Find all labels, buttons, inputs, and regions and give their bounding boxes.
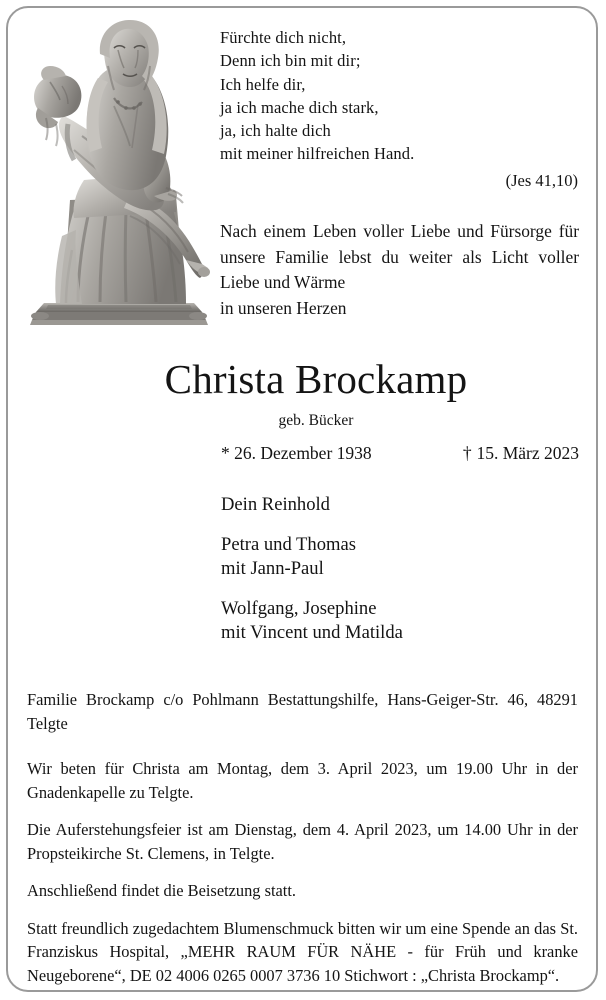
survivor-line: Wolfgang, Josephine — [221, 597, 377, 619]
survivor-group — [221, 597, 581, 646]
bible-verse — [220, 26, 580, 166]
survivor-line: Petra und Thomas — [221, 533, 356, 555]
notice-details — [27, 688, 578, 987]
pieta-statue-image — [26, 20, 212, 332]
death-symbol-cross-icon: † — [462, 443, 473, 463]
contact-address: Familie Brockamp c/o Pohlmann Bestattungshilfe, Hans-Geiger-Str. 46, 48291 Telgte — [27, 690, 578, 733]
verse-citation: (Jes 41,10) — [505, 171, 578, 190]
survivor-group — [221, 493, 581, 518]
burial-info: Anschließend findet die Beisetzung statt. — [27, 881, 297, 900]
survivor-line: Dein Reinhold — [221, 494, 330, 515]
deceased-maiden-name: geb. Bücker — [278, 412, 354, 429]
prayer-service-info: Wir beten für Christa am Montag, dem 3. April 2023, um 19.00 Uhr in der Gnadenkapelle zu Telgte. — [27, 759, 578, 802]
birth-date — [221, 443, 372, 464]
verse-line: Ich helfe dir, — [220, 74, 306, 94]
verse-line: Fürchte dich nicht, — [220, 28, 347, 47]
verse-line: ja ich mache dich stark, — [220, 97, 379, 117]
intro-last-line: in unseren Herzen — [220, 297, 347, 318]
death-date-value: 15. März 2023 — [476, 443, 579, 463]
deceased-name: Christa Brockamp — [164, 356, 468, 402]
birth-symbol-asterisk-icon: * — [221, 443, 230, 463]
verse-line: mit meiner hilfreichen Hand. — [220, 144, 415, 164]
donation-request: Statt freundlich zugedachtem Blumenschmuck bitten wir um eine Spende an das St. Franziskus Hospital, „MEHR RAUM FÜR NÄHE - für Früh und kranke Neugeborene“, DE 02 4006 0265 0007 3736 10 Stichwort : „Christa Brockamp“. — [27, 918, 578, 985]
verse-line: Denn ich bin mit dir; — [220, 51, 361, 71]
life-dates — [221, 443, 579, 464]
intro-paragraph — [220, 219, 579, 321]
survivor-line: mit Jann-Paul — [221, 558, 324, 579]
statue-base — [30, 303, 208, 325]
survivors-list — [221, 493, 581, 646]
survivor-group — [221, 533, 581, 582]
death-date — [463, 443, 579, 464]
intro-body: Nach einem Leben voller Liebe und Fürsorge für unsere Familie lebst du weiter als Licht voller Liebe und Wärme — [220, 221, 579, 292]
resurrection-mass-info: Die Auferstehungsfeier ist am Dienstag, dem 4. April 2023, um 14.00 Uhr in der Propsteikirche St. Clemens, in Telgte. — [27, 820, 578, 863]
survivor-line: mit Vincent und Matilda — [221, 622, 403, 643]
verse-line: ja, ich halte dich — [220, 121, 331, 141]
birth-date-value: 26. Dezember 1938 — [234, 443, 372, 463]
